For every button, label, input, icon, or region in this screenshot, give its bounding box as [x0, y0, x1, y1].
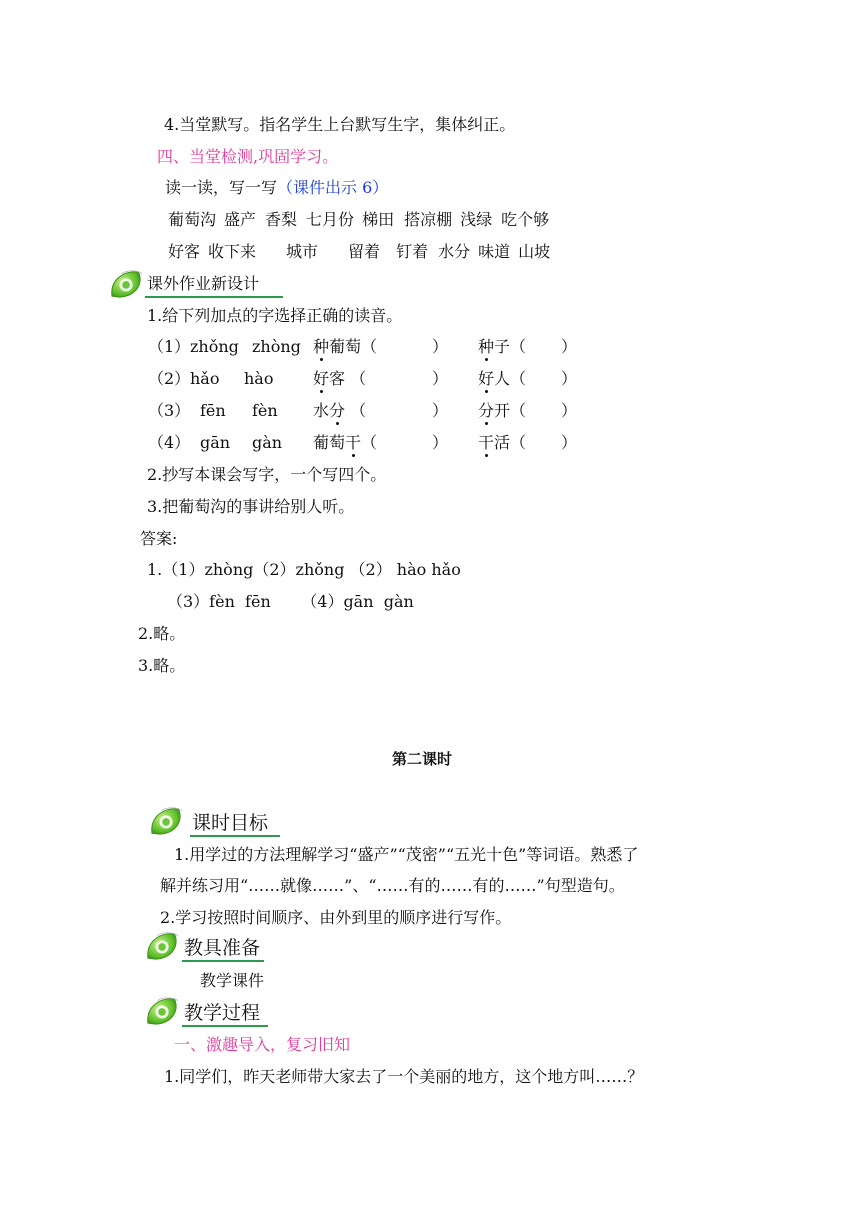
pinyin-option-1: fēn	[200, 401, 226, 420]
goal-1b: 解并练习用“……就像……”、“……有的……有的……”句型造句。	[160, 876, 625, 895]
word-text: 水	[313, 401, 330, 420]
answer-label: 答案:	[140, 529, 178, 548]
pinyin-option-2: gàn	[252, 433, 283, 452]
word-text: 活（	[494, 433, 527, 452]
heading-underline	[182, 1025, 268, 1027]
lesson-title: 第二课时	[392, 750, 453, 768]
question-1: 1.给下列加点的字选择正确的读音。	[147, 306, 403, 325]
row-number: （1）	[148, 337, 191, 356]
prep-heading: 教具准备	[184, 937, 261, 959]
courseware-note: （课件出示 6）	[277, 178, 389, 197]
section-four-heading: 四、当堂检测,巩固学习。	[157, 147, 339, 166]
goal-2: 2.学习按照时间顺序、由外到里的顺序进行写作。	[160, 908, 512, 927]
word: 吃个够	[501, 210, 550, 229]
word-1	[313, 369, 366, 388]
word-list-2	[168, 242, 550, 261]
word-text: 客 （	[329, 369, 367, 388]
dotted-char: 种	[478, 337, 495, 356]
pinyin-option-1: zhǒng	[190, 337, 239, 356]
answer-blank-close: ）	[561, 369, 578, 388]
word: 葡萄沟	[168, 210, 217, 229]
word-text: 葡萄	[313, 433, 346, 452]
word: 好客	[168, 242, 201, 261]
pinyin-option-2: zhòng	[252, 337, 301, 356]
question-2: 2.抄写本课会写字，一个写四个。	[147, 465, 387, 484]
row-number: （2）	[148, 369, 191, 388]
word: 钉着	[396, 242, 429, 261]
answer-3: 3.略。	[138, 656, 186, 675]
step-1-heading: 一、激趣导入，复习旧知	[174, 1035, 351, 1054]
dotted-char: 好	[313, 369, 330, 388]
word: 水分	[438, 242, 471, 261]
word: 香梨	[265, 210, 298, 229]
heading-underline	[145, 296, 283, 298]
word-1	[313, 401, 366, 420]
word: 留着	[348, 242, 381, 261]
word: 味道	[478, 242, 511, 261]
read-write-line	[165, 178, 388, 197]
word-text: 葡萄（	[329, 337, 378, 356]
answer-blank-close: ）	[561, 337, 578, 356]
word: 搭凉棚	[404, 210, 453, 229]
answer-blank-close: ）	[432, 401, 449, 420]
answer-blank-close: ）	[432, 433, 449, 452]
word-list-1	[168, 210, 549, 229]
word-2	[478, 401, 526, 420]
word-text: （	[345, 401, 367, 420]
answer-2: 2.略。	[138, 624, 186, 643]
pinyin-option-1: hǎo	[190, 369, 220, 388]
word: 七月份	[306, 210, 355, 229]
word-text: 人（	[494, 369, 527, 388]
pinyin-option-2: fèn	[252, 401, 278, 420]
word: 浅绿	[460, 210, 493, 229]
pinyin-option-2: hào	[244, 369, 274, 388]
word-2	[478, 433, 526, 452]
word: 城市	[286, 242, 319, 261]
dotted-char: 种	[313, 337, 330, 356]
goal-1a: 1.用学过的方法理解学习“盛产”“茂密”“五光十色”等词语。熟悉了	[174, 845, 639, 864]
leaf-icon	[148, 805, 186, 837]
step-1-question: 1.同学们，昨天老师带大家去了一个美丽的地方，这个地方叫……？	[164, 1067, 644, 1086]
word-2	[478, 337, 526, 356]
dotted-char: 干	[478, 433, 495, 452]
word-1	[313, 433, 377, 452]
row-number: （4）	[148, 433, 191, 452]
dotted-char: 分	[478, 401, 495, 420]
word-2	[478, 369, 526, 388]
answer-blank-close: ）	[561, 433, 578, 452]
heading-underline	[182, 960, 264, 962]
read-write-label: 读一读，写一写	[165, 178, 278, 197]
row-number: （3）	[148, 401, 191, 420]
leaf-icon	[144, 995, 182, 1027]
word-text: 开（	[494, 401, 527, 420]
answer-1: 1.（1）zhòng（2）zhǒng （2） hào hǎo	[147, 560, 461, 579]
dotted-char: 分	[329, 401, 346, 420]
answer-blank-close: ）	[432, 369, 449, 388]
homework-heading: 课外作业新设计	[147, 274, 260, 293]
leaf-icon	[144, 930, 182, 962]
word-text: 子（	[494, 337, 527, 356]
answer-blank-close: ）	[561, 401, 578, 420]
word: 梯田	[362, 210, 395, 229]
pinyin-option-1: gān	[200, 433, 231, 452]
dotted-char: 好	[478, 369, 495, 388]
word: 收下来	[208, 242, 257, 261]
process-heading: 教学过程	[184, 1002, 261, 1024]
word-1	[313, 337, 377, 356]
answer-blank-close: ）	[432, 337, 449, 356]
word-text: （	[361, 433, 378, 452]
goal-heading: 课时目标	[192, 812, 269, 834]
word: 山坡	[518, 242, 551, 261]
question-3: 3.把葡萄沟的事讲给别人听。	[147, 497, 355, 516]
dotted-char: 干	[345, 433, 362, 452]
step-4-text: 4.当堂默写。指名学生上台默写生字，集体纠正。	[164, 115, 516, 134]
heading-underline	[190, 835, 280, 837]
answer-1b: （3）fèn fēn （4）gān gàn	[167, 592, 414, 611]
prep-text: 教学课件	[200, 971, 265, 990]
leaf-icon	[108, 268, 146, 300]
word: 盛产	[224, 210, 257, 229]
